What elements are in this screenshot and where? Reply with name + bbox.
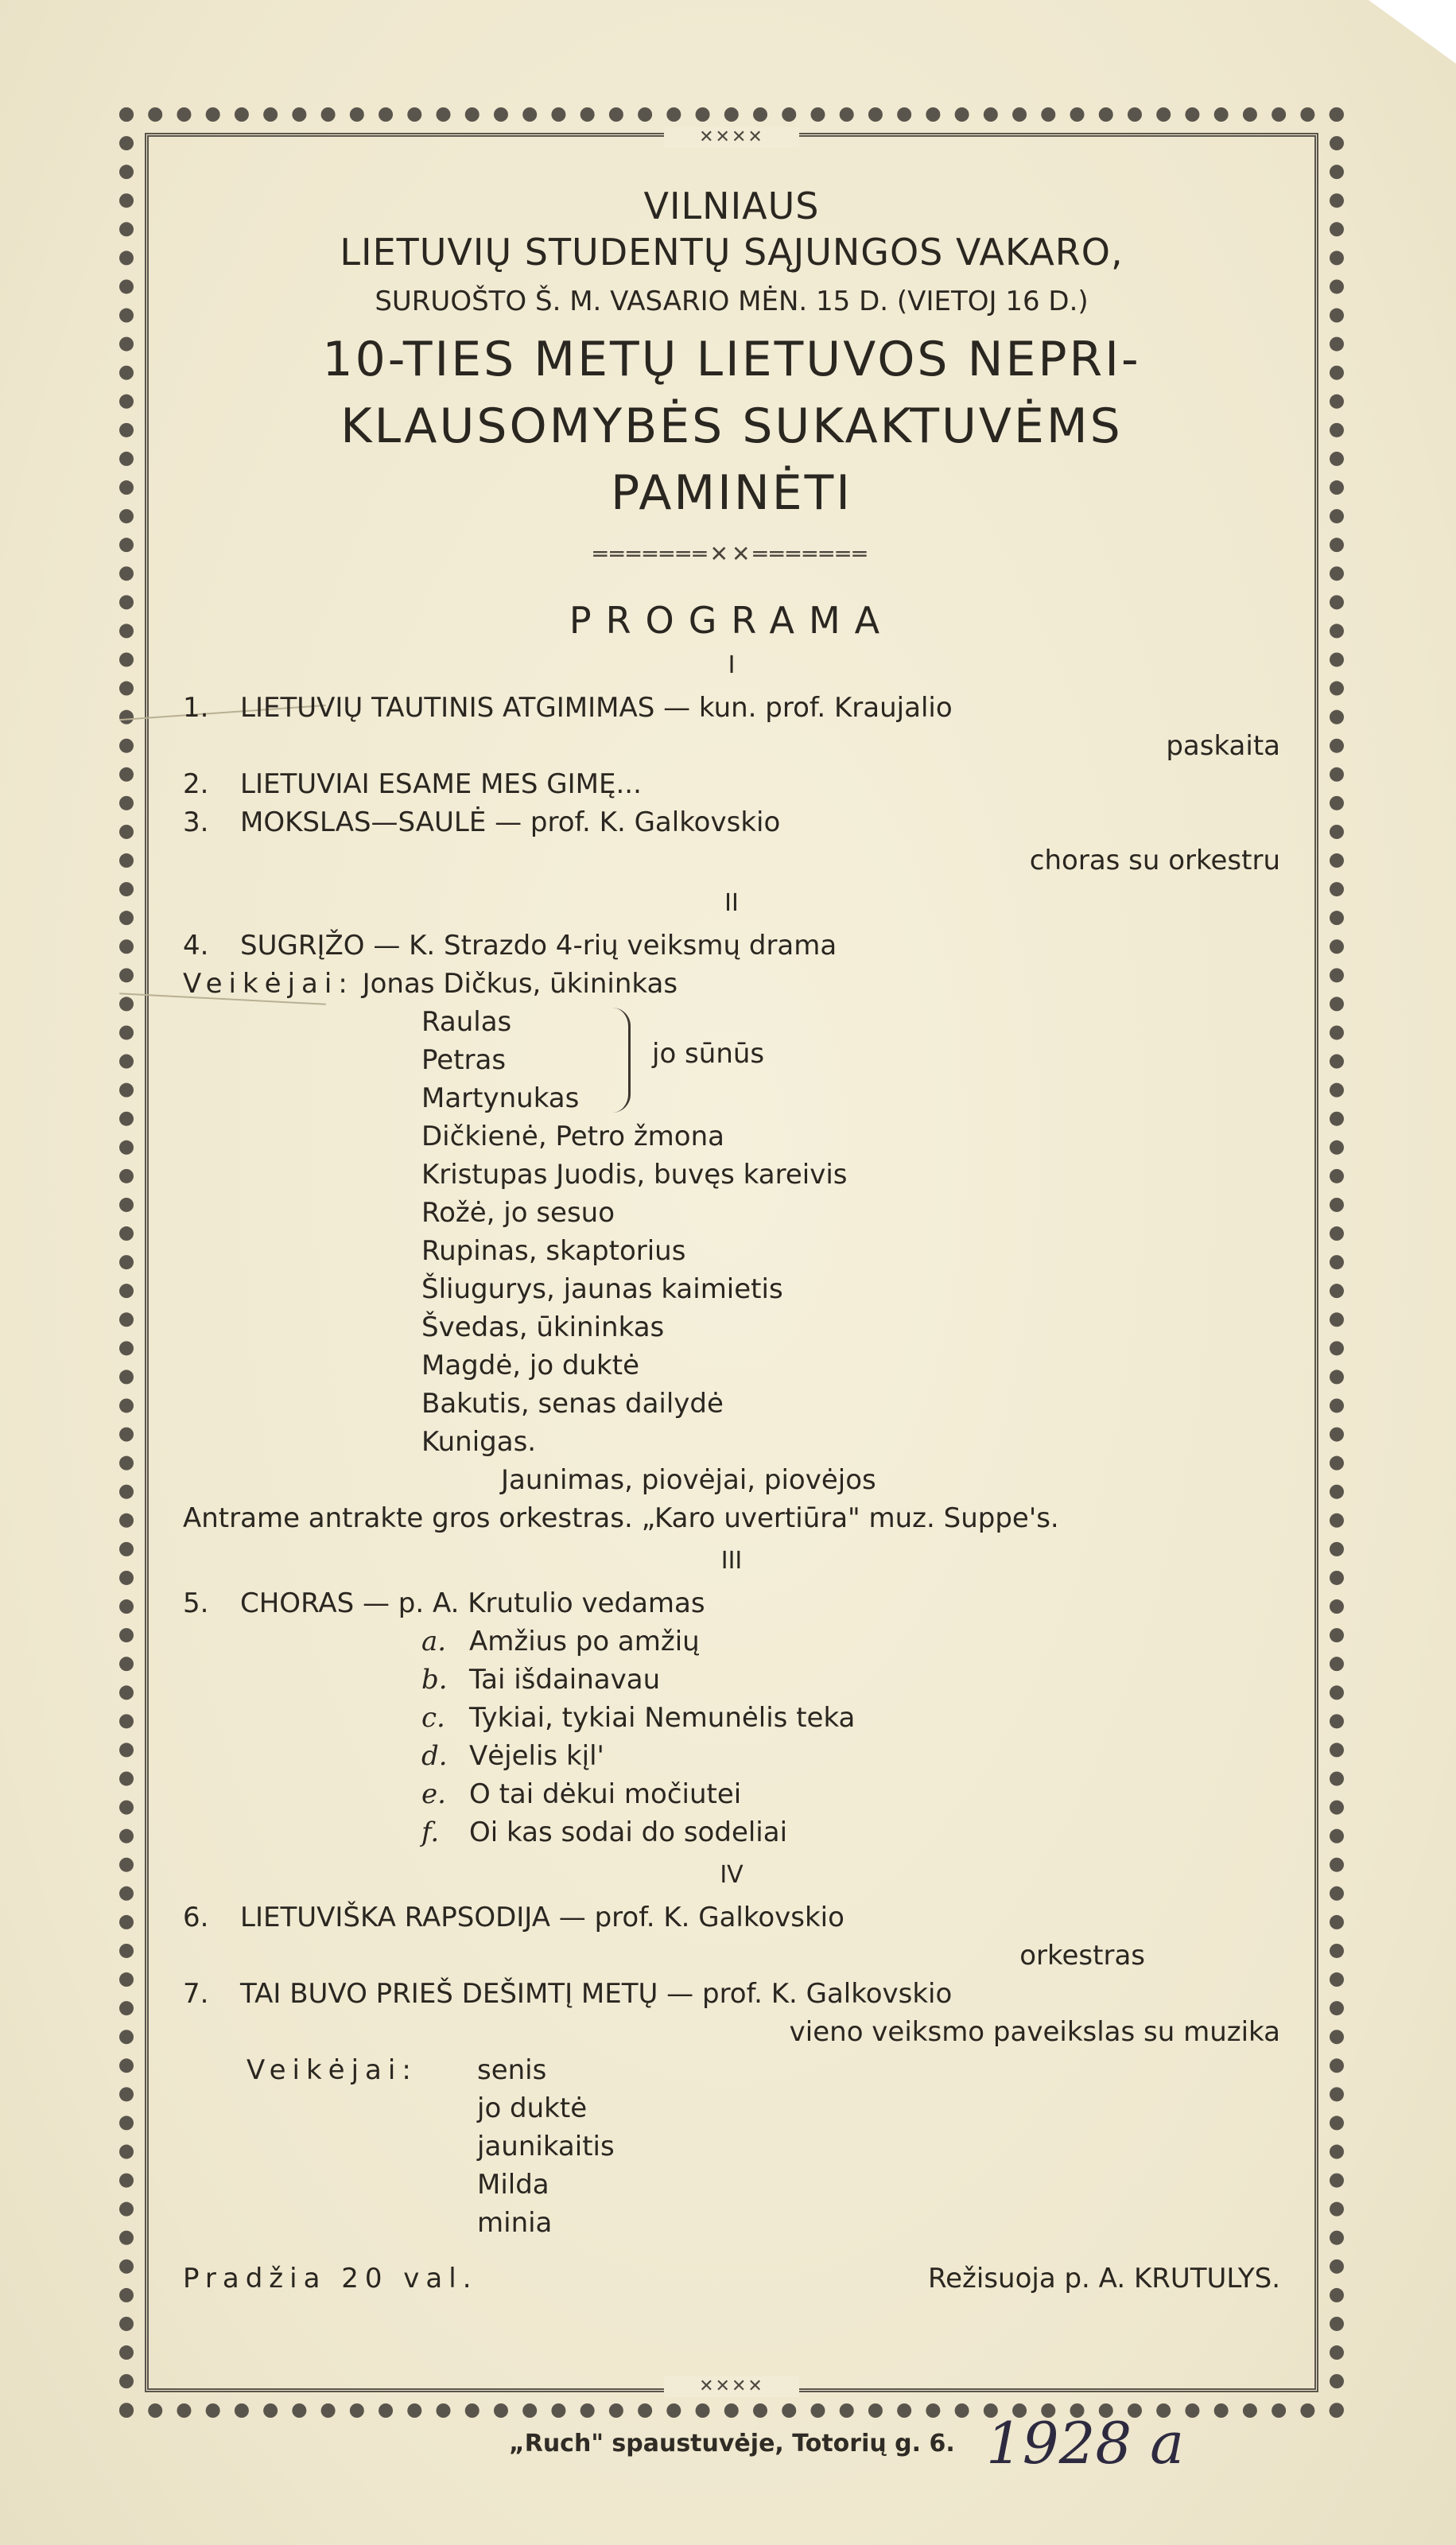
cast-list: [421, 1117, 1280, 1461]
cast-role: Jonas Dičkus, ūkininkas: [362, 968, 678, 1000]
cast-role: Martynukas: [421, 1082, 580, 1114]
song-title: Vėjelis kįl': [469, 1740, 604, 1772]
crowd-line: Jaunimas, piovėjai, piovėjos: [501, 1464, 876, 1496]
cast-role: jo duktė: [477, 2092, 588, 2124]
cast-role: Kunigas.: [421, 1426, 537, 1458]
song-letter: a.: [421, 1626, 447, 1657]
item-text: MOKSLAS—SAULĖ — prof. K. Galkovskio: [240, 806, 781, 838]
program-item: [183, 1584, 1280, 1622]
cast-list: [477, 2051, 615, 2242]
cast-role: jaunikaitis: [477, 2131, 615, 2162]
cast-role: Petras: [421, 1044, 507, 1076]
director-credit: Režisuoja p. A. KRUTULYS.: [928, 2263, 1280, 2294]
item-number: 7.: [183, 1978, 209, 2010]
item-number: 2.: [183, 768, 209, 800]
cast-role: minia: [477, 2207, 553, 2239]
item-text: TAI BUVO PRIEŠ DEŠIMTĮ METŲ — prof. K. Galkovskio: [240, 1978, 953, 2010]
header-line-1: VILNIAUS: [643, 185, 820, 227]
item-note: vieno veiksmo paveikslas su muzika: [789, 2016, 1280, 2048]
program-item: [183, 927, 1280, 965]
song-letter: e.: [421, 1778, 446, 1810]
cast-role: Rupinas, skaptorius: [421, 1235, 686, 1267]
song-item: [421, 1699, 1280, 1737]
section-numeral: IV: [720, 1861, 744, 1889]
song-item: [421, 1622, 1280, 1661]
cast-role: Šliugurys, jaunas kaimietis: [421, 1273, 783, 1305]
song-item: [421, 1661, 1280, 1699]
programa-heading: PROGRAMA: [569, 599, 895, 642]
section-numeral: II: [724, 889, 739, 917]
start-time: Pradžia 20 val.: [183, 2263, 478, 2294]
song-title: O tai dėkui močiutei: [469, 1778, 742, 1810]
song-letter: b.: [421, 1664, 448, 1696]
footer-row: [183, 2263, 1280, 2294]
cast-role: Milda: [477, 2169, 549, 2201]
brace: [612, 1008, 631, 1113]
item-note: choras su orkestru: [1029, 845, 1280, 876]
program-item: [183, 803, 1280, 841]
divider-ornament: ═══════✕✕═══════: [593, 541, 870, 567]
border-ornament-bottom: ✕✕✕✕: [664, 2376, 799, 2397]
item-number: 1.: [183, 692, 209, 724]
sons-label: jo sūnūs: [652, 1038, 765, 1070]
cast-role: senis: [477, 2054, 547, 2086]
item-note: paskaita: [1166, 730, 1280, 762]
title-line-1: 10-TIES METŲ LIETUVOS NEPRI-: [322, 332, 1141, 387]
song-title: Tai išdainavau: [469, 1664, 661, 1696]
cast-block-7: [183, 2051, 1280, 2239]
border-ornament-top: ✕✕✕✕: [664, 127, 799, 148]
program-item: [183, 689, 1280, 727]
song-title: Amžius po amžių: [469, 1626, 700, 1657]
torn-corner: [1369, 0, 1456, 64]
item-note: orkestras: [1019, 1940, 1145, 1972]
handwritten-year: 1928 a: [986, 2410, 1185, 2477]
item-text: LIETUVIAI ESAME MES GIMĘ...: [240, 768, 642, 800]
item-number: 6.: [183, 1902, 209, 1933]
item-text: SUGRĮŽO — K. Strazdo 4-rių veiksmų drama: [240, 930, 837, 962]
sons-group: [421, 1003, 1280, 1117]
title-line-3: PAMINĖTI: [611, 465, 852, 521]
cast-role: Raulas: [421, 1006, 512, 1038]
section-numeral: III: [720, 1547, 743, 1575]
cast-role: Dičkienė, Petro žmona: [421, 1121, 724, 1152]
program-item: [183, 765, 1280, 803]
song-letter: c.: [421, 1702, 445, 1734]
item-number: 3.: [183, 806, 209, 838]
cast-role: Kristupas Juodis, buvęs kareivis: [421, 1159, 848, 1191]
song-item: [421, 1737, 1280, 1775]
title-line-2: KLAUSOMYBĖS SUKAKTUVĖMS: [340, 398, 1123, 454]
entracte-line: Antrame antrakte gros orkestras. „Karo uvertiūra" muz. Suppe's.: [183, 1502, 1059, 1534]
item-number: 4.: [183, 930, 209, 962]
cast-role: Švedas, ūkininkas: [421, 1311, 665, 1343]
song-title: Oi kas sodai do sodeliai: [469, 1816, 788, 1848]
printer-credit: „Ruch" spaustuvėje, Totorių g. 6.: [509, 2430, 955, 2458]
section-numeral: I: [728, 651, 736, 679]
program-item: [183, 1975, 1280, 2013]
song-letter: d.: [421, 1740, 448, 1772]
header-line-2: LIETUVIŲ STUDENTŲ SĄJUNGOS VAKARO,: [340, 231, 1124, 274]
song-letter: f.: [421, 1816, 440, 1848]
item-text: LIETUVIŲ TAUTINIS ATGIMIMAS — kun. prof. Kraujalio: [240, 692, 953, 724]
item-text: LIETUVIŠKA RAPSODIJA — prof. K. Galkovskio: [240, 1902, 844, 1933]
song-list: [183, 1622, 1280, 1851]
cast-label: Veikėjai:: [247, 2054, 417, 2086]
song-title: Tykiai, tykiai Nemunėlis teka: [469, 1702, 856, 1734]
header-line-3: SURUOŠTO Š. M. VASARIO MĖN. 15 D. (VIETOJ 16 D.): [375, 286, 1089, 317]
song-item: [421, 1775, 1280, 1813]
item-text: CHORAS — p. A. Krutulio vedamas: [240, 1587, 705, 1619]
cast-label: Veikėjai:: [183, 968, 354, 1000]
cast-role: Bakutis, senas dailydė: [421, 1388, 724, 1420]
item-number: 5.: [183, 1587, 209, 1619]
song-item: [421, 1813, 1280, 1851]
cast-first-row: [183, 965, 1280, 1003]
cast-role: Rožė, jo sesuo: [421, 1197, 615, 1229]
program-content: [183, 183, 1280, 2294]
cast-role: Magdė, jo duktė: [421, 1350, 639, 1381]
program-item: [183, 1898, 1280, 1937]
